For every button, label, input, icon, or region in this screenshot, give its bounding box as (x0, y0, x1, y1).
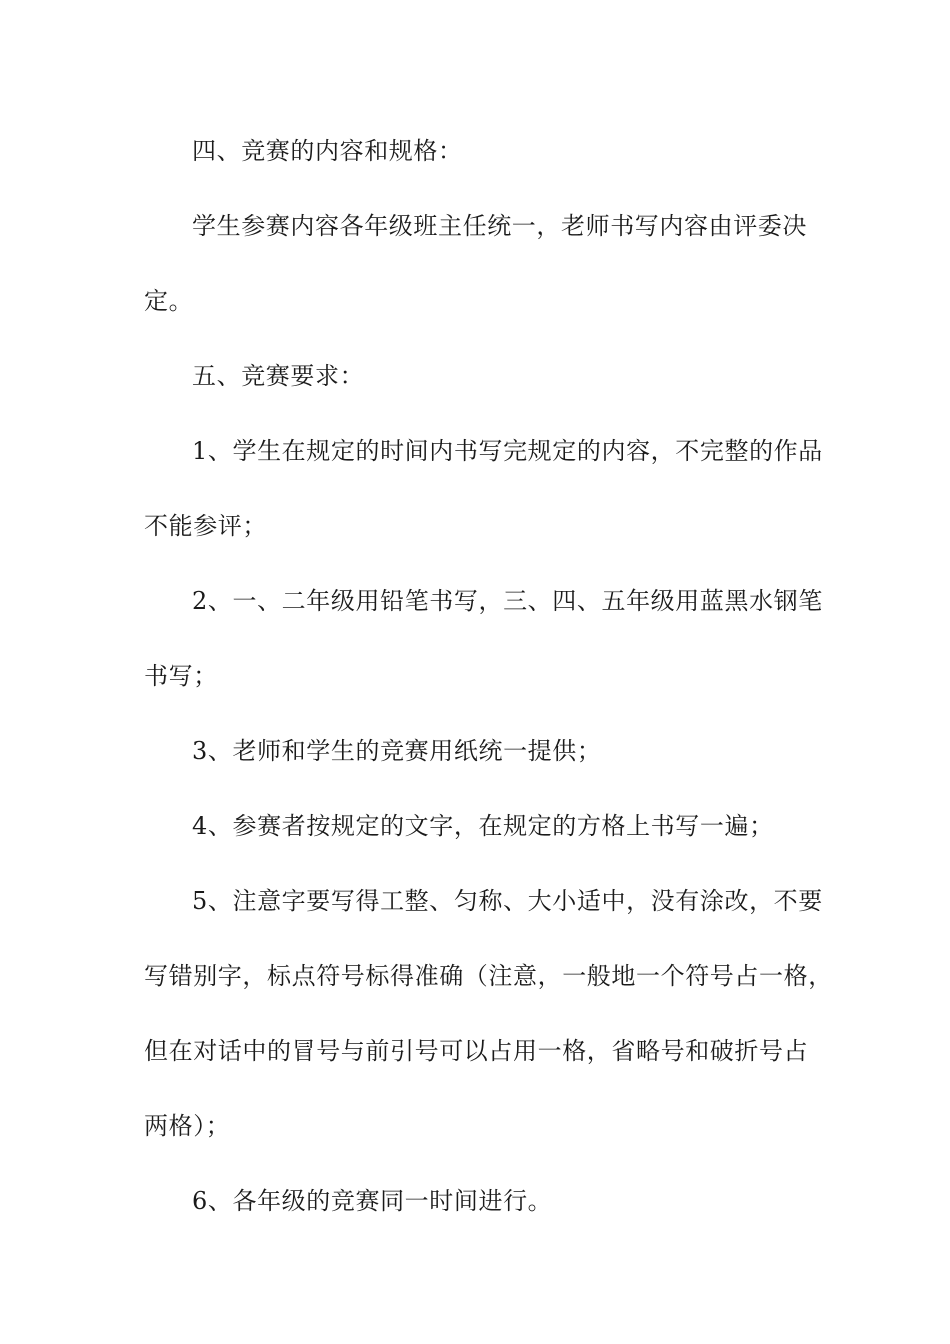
list-item-line: 1、学生在规定的时间内书写完规定的内容，不完整的作品 (192, 437, 823, 465)
list-item-line: 2、一、二年级用铅笔书写，三、四、五年级用蓝黑水钢笔 (192, 587, 823, 615)
list-item-line: 5、注意字要写得工整、匀称、大小适中，没有涂改，不要 (192, 887, 823, 915)
list-item-line: 书写； (144, 662, 218, 690)
list-item-line: 两格）； (144, 1112, 231, 1140)
list-item-line: 3、老师和学生的竞赛用纸统一提供； (192, 737, 602, 765)
list-item-line: 不能参评； (144, 512, 267, 540)
paragraph-line: 定。 (144, 287, 194, 315)
paragraph-line: 学生参赛内容各年级班主任统一，老师书写内容由评委决 (192, 212, 807, 240)
list-item-line: 6、各年级的竞赛同一时间进行。 (192, 1187, 553, 1215)
section-heading-content: 四、竞赛的内容和规格： (192, 137, 463, 165)
list-item-line: 4、参赛者按规定的文字，在规定的方格上书写一遍； (192, 812, 774, 840)
section-heading-requirements: 五、竞赛要求： (192, 362, 365, 390)
list-item-line: 但在对话中的冒号与前引号可以占用一格，省略号和破折号占 (144, 1037, 809, 1065)
list-item-line: 写错别字，标点符号标得准确（注意，一般地一个符号占一格， (144, 962, 833, 990)
